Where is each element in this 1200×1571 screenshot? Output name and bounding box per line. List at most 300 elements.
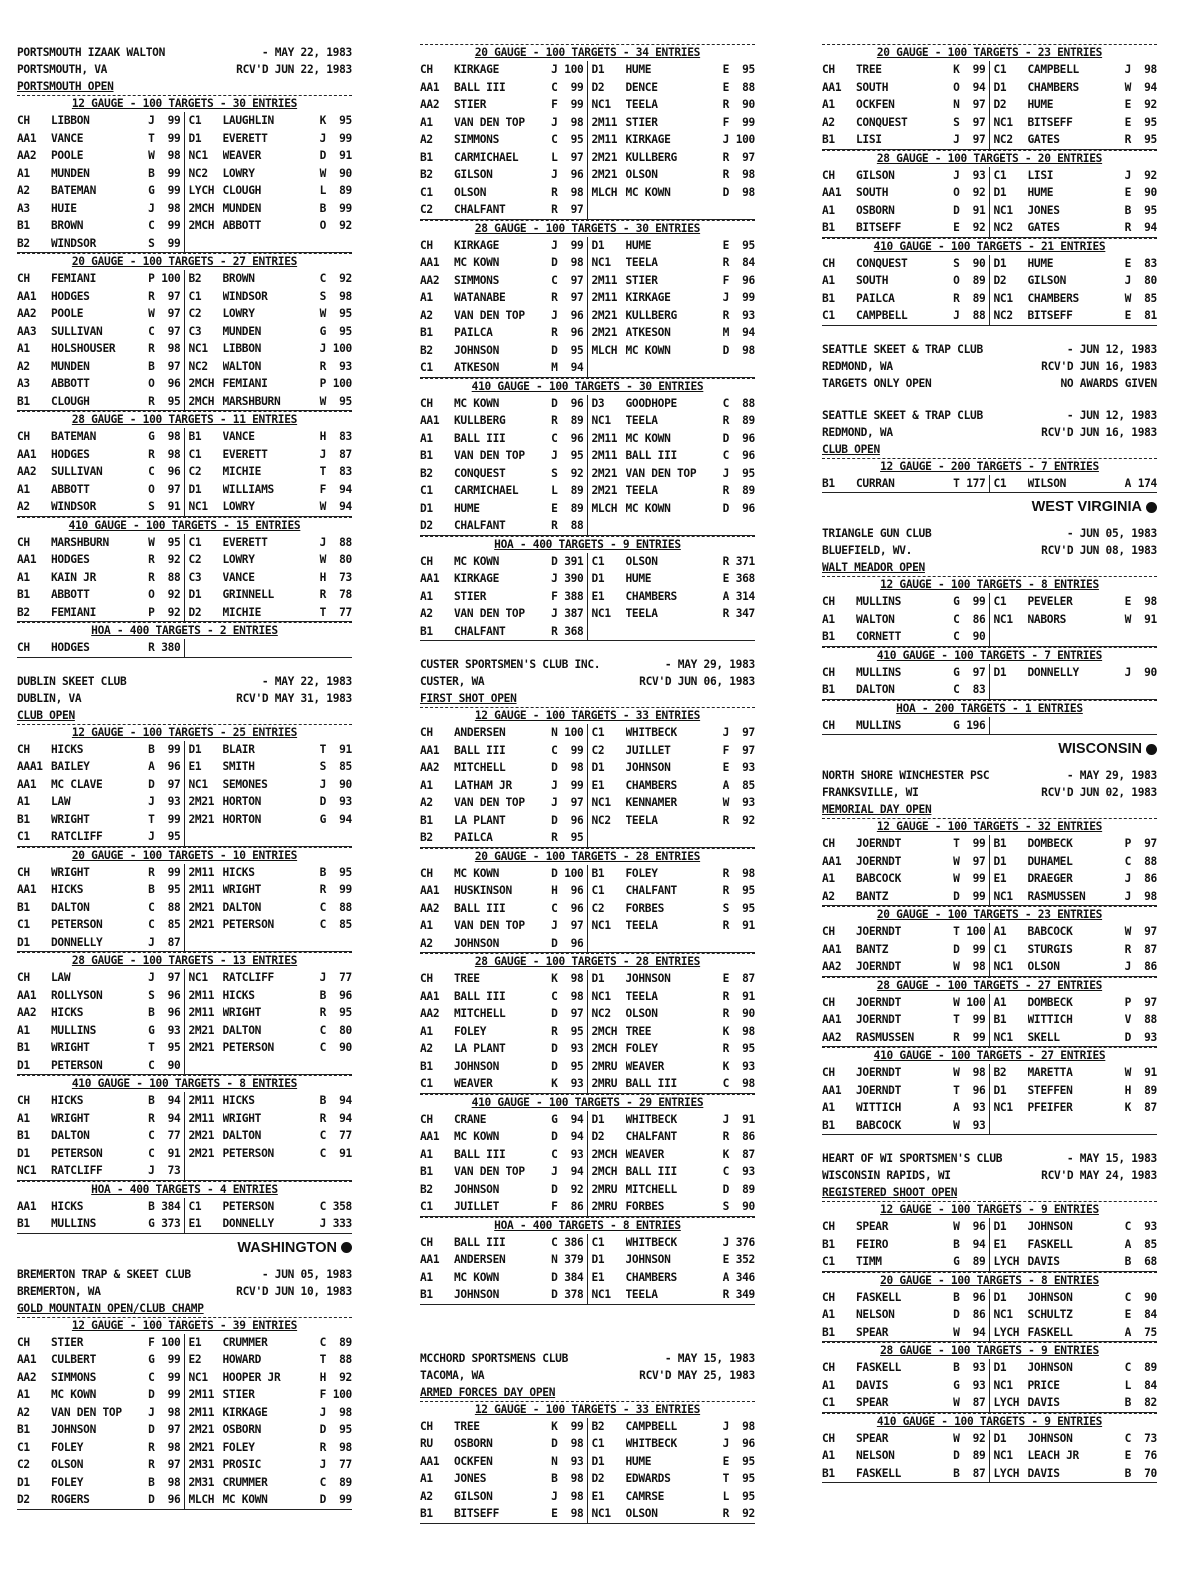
event-header: 410 GAUGE - 100 TARGETS - 21 ENTRIES bbox=[873, 239, 1106, 253]
shooter-name: POOLE bbox=[51, 307, 84, 320]
shooter-name: OLSON bbox=[51, 1458, 84, 1471]
club-header bbox=[822, 1150, 1157, 1201]
class-code: CH bbox=[420, 726, 433, 739]
event-header: 20 GAUGE - 100 TARGETS - 34 ENTRIES bbox=[474, 46, 701, 59]
class-code: AA2 bbox=[17, 1370, 37, 1384]
event-block bbox=[420, 1217, 755, 1305]
shooter-initial: G bbox=[148, 1353, 155, 1366]
class-code: AA3 bbox=[17, 324, 37, 338]
event-block bbox=[822, 44, 1157, 150]
result-entry bbox=[420, 149, 588, 167]
score: 97 bbox=[1144, 837, 1157, 850]
shooter-name: PETERSON bbox=[51, 1058, 103, 1072]
shooter-name: BALL III bbox=[454, 1147, 506, 1161]
result-row bbox=[17, 881, 352, 899]
shooter-initial: D bbox=[551, 761, 558, 774]
class-code: D1 bbox=[17, 935, 30, 949]
shooter-name: OLSON bbox=[625, 554, 658, 568]
score: 95 bbox=[167, 394, 181, 408]
result-row bbox=[420, 1286, 755, 1304]
result-row bbox=[822, 835, 1157, 853]
result-entry bbox=[17, 934, 185, 952]
event-block bbox=[17, 724, 352, 847]
result-entry bbox=[185, 1039, 353, 1057]
event-block bbox=[420, 953, 755, 1094]
shooter-name: LAW bbox=[51, 795, 71, 808]
shooter-name: HICKS bbox=[222, 988, 255, 1002]
score: 93 bbox=[742, 796, 755, 809]
result-entry bbox=[588, 482, 756, 500]
score: 378 bbox=[564, 1288, 584, 1301]
shooter-name: BABCOCK bbox=[856, 1118, 902, 1132]
result-row bbox=[17, 811, 352, 829]
class-code: B1 bbox=[420, 1507, 433, 1520]
result-row bbox=[822, 307, 1157, 325]
class-code: A2 bbox=[17, 500, 30, 513]
class-code: B1 bbox=[822, 1237, 835, 1251]
class-code: A2 bbox=[420, 607, 433, 620]
result-entry bbox=[185, 1057, 353, 1075]
class-code: B2 bbox=[420, 343, 433, 357]
shooter-name: MICHIE bbox=[222, 605, 262, 619]
score: 99 bbox=[167, 742, 181, 756]
shooter-name: MC KOWN bbox=[51, 1388, 97, 1401]
club-name-line bbox=[17, 1266, 352, 1283]
shooter-name: MUNDEN bbox=[222, 201, 262, 215]
shooter-name: WRIGHT bbox=[51, 812, 90, 826]
result-row bbox=[420, 1435, 755, 1453]
shooter-name: JOHNSON bbox=[454, 1182, 500, 1196]
result-row bbox=[822, 1394, 1157, 1412]
class-code: D1 bbox=[993, 80, 1007, 94]
shooter-initial: D bbox=[722, 185, 729, 199]
shooter-name: MC KOWN bbox=[625, 343, 671, 357]
shooter-initial: R bbox=[722, 813, 729, 827]
club-city: BLUEFIELD, WV. bbox=[822, 544, 913, 557]
shooter-name: FASKELL bbox=[1027, 1237, 1073, 1251]
shooter-initial: J bbox=[551, 796, 558, 809]
shooter-initial: R bbox=[148, 570, 155, 584]
shooter-name: WALTON bbox=[856, 612, 895, 626]
score: 98 bbox=[339, 1440, 352, 1454]
shooter-name: STIER bbox=[51, 1335, 84, 1349]
shooter-initial: G bbox=[953, 1255, 960, 1268]
score: 93 bbox=[339, 359, 352, 373]
shooter-name: BALL III bbox=[454, 743, 506, 757]
club-name: CUSTER SPORTSMEN'S CLUB INC. bbox=[420, 658, 601, 671]
shooter-name: NELSON bbox=[856, 1449, 895, 1462]
result-entry bbox=[588, 829, 756, 847]
score: 97 bbox=[167, 971, 181, 984]
result-entry bbox=[990, 1394, 1158, 1412]
result-entry bbox=[990, 1117, 1158, 1135]
class-code: 2MRU bbox=[591, 1059, 618, 1073]
result-row bbox=[17, 1474, 352, 1492]
result-entry bbox=[17, 270, 185, 288]
shooter-name: PRICE bbox=[1027, 1378, 1060, 1392]
score: 95 bbox=[742, 1489, 755, 1503]
result-row bbox=[420, 1234, 755, 1252]
shooter-name: MULLINS bbox=[856, 665, 902, 679]
event-header: 28 GAUGE - 100 TARGETS - 9 ENTRIES bbox=[880, 1344, 1099, 1357]
result-entry bbox=[822, 1465, 990, 1483]
shooter-name: HICKS bbox=[51, 742, 84, 756]
shooter-initial: J bbox=[148, 114, 155, 127]
score: 99 bbox=[167, 166, 181, 180]
result-row bbox=[17, 741, 352, 759]
score: 93 bbox=[1144, 1030, 1157, 1044]
score: 89 bbox=[1144, 1361, 1157, 1374]
shooter-initial: D bbox=[148, 777, 155, 791]
event-block bbox=[822, 1272, 1157, 1343]
class-code: 2MCH bbox=[591, 1165, 618, 1178]
result-row bbox=[17, 217, 352, 235]
club-name: HEART OF WI SPORTSMEN'S CLUB bbox=[822, 1152, 1003, 1165]
score: 91 bbox=[339, 149, 352, 162]
class-code: C1 bbox=[993, 63, 1007, 76]
event-header: 12 GAUGE - 100 TARGETS - 8 ENTRIES bbox=[880, 578, 1099, 591]
score: 95 bbox=[339, 1006, 352, 1019]
class-code: LYCH bbox=[188, 184, 215, 197]
shooter-initial: P bbox=[148, 605, 155, 619]
score: 96 bbox=[570, 326, 584, 339]
result-entry bbox=[588, 272, 756, 290]
shooter-initial: R bbox=[722, 1007, 729, 1020]
shooter-initial: J bbox=[551, 778, 558, 792]
shoot-date: - MAY 15, 1983 bbox=[664, 1351, 755, 1365]
shooter-name: BATEMAN bbox=[51, 184, 97, 197]
result-entry bbox=[990, 1236, 1158, 1254]
result-entry bbox=[822, 184, 990, 202]
result-entry bbox=[822, 1377, 990, 1395]
result-entry bbox=[990, 202, 1158, 220]
event-block bbox=[822, 906, 1157, 977]
result-entry bbox=[185, 270, 353, 288]
class-code: CH bbox=[822, 837, 835, 850]
result-entry bbox=[185, 428, 353, 446]
class-code: NC1 bbox=[17, 1164, 37, 1177]
result-entry bbox=[185, 1369, 353, 1387]
result-row bbox=[420, 1251, 755, 1269]
class-code: D1 bbox=[993, 1290, 1007, 1304]
class-code: 2MRU bbox=[591, 1182, 618, 1196]
shooter-name: WATANABE bbox=[454, 291, 506, 304]
class-code: NC2 bbox=[188, 166, 208, 180]
class-code: 2M31 bbox=[188, 1458, 215, 1471]
shooter-name: BALL III bbox=[454, 989, 506, 1003]
result-entry bbox=[420, 553, 588, 571]
shooter-initial: P bbox=[148, 272, 155, 285]
shooter-name: HUIE bbox=[51, 201, 77, 215]
shooter-name: KAIN JR bbox=[51, 570, 97, 584]
shooter-initial: C bbox=[148, 1146, 155, 1160]
score: 98 bbox=[167, 149, 181, 162]
event-header: 28 GAUGE - 100 TARGETS - 28 ENTRIES bbox=[474, 955, 701, 968]
result-row bbox=[420, 272, 755, 290]
club-name-line bbox=[17, 673, 352, 690]
class-code: B1 bbox=[420, 1059, 433, 1073]
result-entry bbox=[17, 235, 185, 253]
shooter-name: TEELA bbox=[625, 989, 658, 1003]
class-code: AA2 bbox=[17, 149, 37, 162]
score: 77 bbox=[167, 1129, 181, 1142]
class-code: D2 bbox=[420, 519, 433, 532]
score: 96 bbox=[972, 1083, 986, 1097]
class-code: 2M11 bbox=[188, 883, 215, 896]
result-row bbox=[420, 307, 755, 325]
result-entry bbox=[17, 288, 185, 306]
result-entry bbox=[822, 870, 990, 888]
result-entry bbox=[420, 254, 588, 272]
club-city-line bbox=[822, 542, 1157, 559]
result-entry bbox=[588, 254, 756, 272]
result-row bbox=[822, 255, 1157, 273]
score: 98 bbox=[1144, 595, 1157, 608]
shooter-name: BITSEFF bbox=[1027, 115, 1073, 129]
shooter-name: DENCE bbox=[625, 80, 658, 94]
shooter-name: CHALFANT bbox=[454, 624, 506, 638]
score: 90 bbox=[742, 98, 755, 111]
score: 90 bbox=[167, 1058, 181, 1072]
shooter-initial: C bbox=[319, 1041, 326, 1054]
shooter-name: BATEMAN bbox=[51, 430, 97, 443]
class-code: NC1 bbox=[591, 1507, 611, 1520]
result-entry bbox=[990, 475, 1158, 493]
score: 80 bbox=[339, 553, 352, 566]
class-code: 2M21 bbox=[591, 150, 618, 164]
result-row bbox=[420, 412, 755, 430]
shoot-date: - JUN 05, 1983 bbox=[261, 1267, 352, 1281]
shooter-name: HICKS bbox=[51, 883, 84, 896]
result-entry bbox=[185, 147, 353, 165]
result-entry bbox=[420, 1505, 588, 1523]
score: 391 bbox=[564, 554, 584, 568]
score: 90 bbox=[1144, 186, 1157, 199]
result-entry bbox=[822, 611, 990, 629]
shoot-date: - JUN 12, 1983 bbox=[1066, 342, 1157, 356]
result-row bbox=[17, 604, 352, 622]
result-row bbox=[822, 272, 1157, 290]
shooter-name: JOHNSON bbox=[454, 1059, 500, 1073]
shooter-name: WRIGHT bbox=[51, 1111, 90, 1125]
state-name: WEST VIRGINIA bbox=[1031, 499, 1142, 515]
score: 88 bbox=[1144, 1013, 1157, 1026]
shooter-initial: E bbox=[722, 1253, 729, 1266]
score: 68 bbox=[1144, 1255, 1157, 1268]
shooter-name: PEVELER bbox=[1027, 595, 1073, 608]
shooter-initial: A bbox=[722, 778, 729, 792]
result-row bbox=[822, 290, 1157, 308]
result-entry bbox=[420, 1198, 588, 1216]
class-code: A1 bbox=[17, 795, 30, 808]
shooter-initial: W bbox=[953, 1396, 960, 1409]
result-entry bbox=[588, 201, 756, 219]
result-entry bbox=[822, 1447, 990, 1465]
result-entry bbox=[990, 1430, 1158, 1448]
shooter-name: VANCE bbox=[51, 131, 84, 145]
class-code: A1 bbox=[822, 274, 835, 287]
shooter-initial: J bbox=[1124, 665, 1131, 679]
result-entry bbox=[17, 864, 185, 882]
shooter-name: VAN DEN TOP bbox=[454, 115, 525, 129]
class-code: C1 bbox=[17, 830, 30, 843]
result-entry bbox=[420, 201, 588, 219]
score: 99 bbox=[339, 201, 352, 215]
class-code: AA2 bbox=[420, 98, 440, 111]
class-code: AA1 bbox=[420, 80, 440, 94]
shooter-name: HUME bbox=[454, 501, 480, 515]
result-entry bbox=[990, 664, 1158, 682]
class-code: B1 bbox=[420, 813, 433, 827]
result-entry bbox=[822, 1324, 990, 1342]
shooter-initial: C bbox=[551, 1235, 558, 1249]
score: 95 bbox=[339, 394, 352, 408]
result-entry bbox=[185, 481, 353, 499]
shoot-name: FIRST SHOT OPEN bbox=[420, 692, 517, 705]
result-row bbox=[420, 1163, 755, 1181]
result-entry bbox=[822, 593, 990, 611]
shooter-initial: D bbox=[551, 936, 558, 950]
shooter-name: CHAMBERS bbox=[1027, 80, 1079, 94]
shooter-name: RASMUSSEN bbox=[856, 1030, 914, 1044]
shooter-initial: D bbox=[551, 396, 558, 410]
result-row bbox=[822, 1218, 1157, 1236]
score: 97 bbox=[570, 203, 584, 216]
event-header: 28 GAUGE - 100 TARGETS - 13 ENTRIES bbox=[71, 954, 298, 967]
result-entry bbox=[17, 741, 185, 759]
result-row bbox=[822, 1465, 1157, 1483]
shoot-date: - JUN 12, 1983 bbox=[1066, 408, 1157, 422]
shooter-initial: J bbox=[551, 63, 558, 76]
class-code: D1 bbox=[993, 1361, 1007, 1374]
club-name-line bbox=[822, 1150, 1157, 1167]
result-entry bbox=[990, 114, 1158, 132]
received-date: RCV'D JUN 02, 1983 bbox=[1041, 786, 1157, 799]
shooter-initial: T bbox=[953, 476, 960, 490]
score: 99 bbox=[972, 63, 986, 76]
score: 91 bbox=[742, 989, 755, 1003]
club-city-line bbox=[822, 424, 1157, 441]
result-row bbox=[822, 1289, 1157, 1307]
shooter-initial: W bbox=[722, 796, 729, 809]
score: 94 bbox=[339, 812, 352, 826]
shooter-initial: J bbox=[722, 1112, 729, 1126]
class-code: 2MRU bbox=[591, 1077, 618, 1090]
shooter-name: CONQUEST bbox=[856, 115, 908, 129]
class-code: A1 bbox=[822, 1308, 835, 1321]
result-entry bbox=[420, 114, 588, 132]
shooter-name: WRIGHT bbox=[51, 1041, 90, 1054]
shooter-initial: T bbox=[319, 742, 326, 756]
result-entry bbox=[17, 604, 185, 622]
shooter-name: DALTON bbox=[222, 1023, 262, 1037]
class-code: AA1 bbox=[17, 777, 37, 791]
shooter-name: MC KOWN bbox=[454, 1130, 500, 1143]
shooter-initial: E bbox=[722, 572, 729, 585]
shooter-name: LA PLANT bbox=[454, 813, 506, 827]
result-entry bbox=[420, 917, 588, 935]
score: 90 bbox=[972, 256, 986, 270]
class-code: NC2 bbox=[993, 221, 1013, 234]
score: 93 bbox=[339, 795, 352, 808]
shooter-initial: B bbox=[953, 1237, 960, 1251]
class-code: NC1 bbox=[993, 115, 1013, 129]
class-code: B1 bbox=[17, 1217, 30, 1230]
score: 88 bbox=[339, 1353, 352, 1366]
score: 95 bbox=[339, 865, 352, 879]
shooter-initial: S bbox=[148, 500, 155, 513]
score: 98 bbox=[742, 185, 755, 199]
shooter-name: DAVIS bbox=[1027, 1396, 1060, 1409]
result-row bbox=[420, 1146, 755, 1164]
result-entry bbox=[185, 639, 353, 657]
result-entry bbox=[822, 681, 990, 699]
class-code: 2MCH bbox=[591, 1024, 618, 1038]
score: 96 bbox=[570, 308, 584, 322]
score: 98 bbox=[167, 1405, 181, 1419]
result-entry bbox=[17, 1198, 185, 1216]
shooter-initial: R bbox=[722, 1288, 729, 1301]
result-entry bbox=[822, 1029, 990, 1047]
result-row bbox=[17, 1057, 352, 1075]
class-code: CH bbox=[822, 925, 835, 938]
shooter-name: DALTON bbox=[856, 683, 895, 696]
club-header bbox=[822, 341, 1157, 392]
class-code: NC1 bbox=[591, 607, 611, 620]
event-block bbox=[17, 517, 352, 623]
class-code: A1 bbox=[822, 203, 835, 217]
shooter-initial: C bbox=[148, 900, 155, 914]
shooter-name: LIBBON bbox=[51, 114, 90, 127]
result-entry bbox=[17, 758, 185, 776]
result-entry bbox=[17, 639, 185, 657]
shooter-name: PAILCA bbox=[454, 326, 493, 339]
event-block bbox=[17, 1075, 352, 1181]
result-row bbox=[822, 994, 1157, 1012]
class-code: NC1 bbox=[993, 203, 1013, 217]
score: 95 bbox=[1144, 203, 1157, 217]
result-row bbox=[17, 793, 352, 811]
event-block bbox=[420, 1094, 755, 1217]
shooter-name: KENNAMER bbox=[625, 796, 677, 809]
class-code: D1 bbox=[993, 1431, 1007, 1445]
shooter-name: CHALFANT bbox=[625, 1130, 677, 1143]
shooter-initial: D bbox=[722, 343, 729, 357]
shooter-name: ATKESON bbox=[625, 326, 671, 339]
score: 85 bbox=[339, 760, 352, 773]
shooter-name: LEACH JR bbox=[1027, 1449, 1079, 1462]
class-code: 2MCH bbox=[591, 1147, 618, 1161]
class-code: D1 bbox=[17, 1475, 30, 1489]
class-code: D1 bbox=[591, 238, 605, 252]
event-block bbox=[420, 707, 755, 848]
result-entry bbox=[588, 605, 756, 623]
result-entry bbox=[588, 1181, 756, 1199]
result-entry bbox=[990, 131, 1158, 149]
shooter-name: JOHNSON bbox=[1027, 1431, 1073, 1445]
class-code: C1 bbox=[420, 361, 433, 374]
class-code: C2 bbox=[17, 1458, 30, 1471]
score: 99 bbox=[167, 1370, 181, 1384]
shooter-name: SIMMONS bbox=[454, 273, 500, 287]
shooter-initial: S bbox=[722, 901, 729, 915]
result-entry bbox=[185, 288, 353, 306]
result-row bbox=[822, 1253, 1157, 1271]
result-entry bbox=[17, 1421, 185, 1439]
result-row bbox=[822, 114, 1157, 132]
score: 90 bbox=[339, 777, 352, 791]
shooter-name: CHALFANT bbox=[454, 519, 506, 532]
